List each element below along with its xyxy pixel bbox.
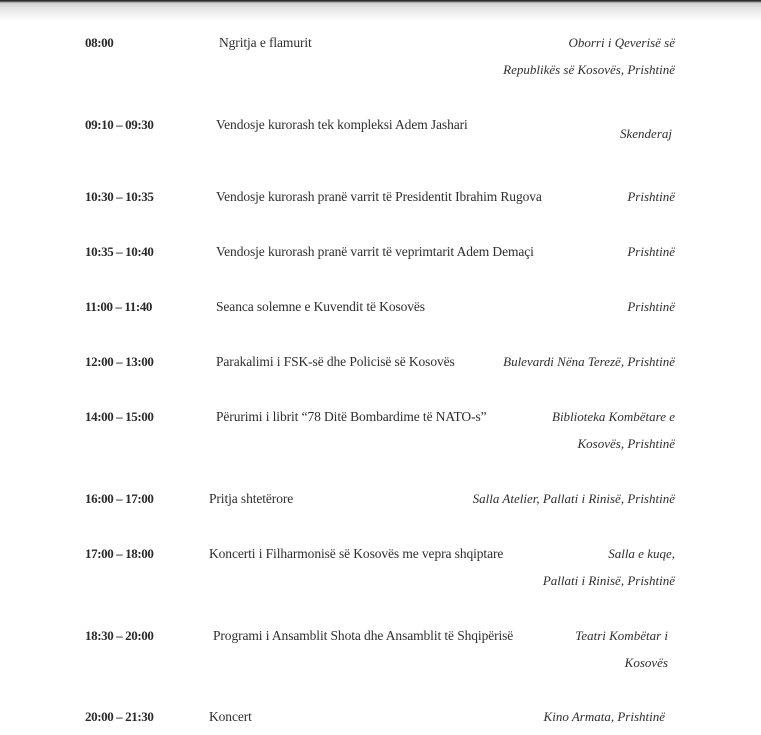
location-line: Republikës së Kosovës, Prishtinë [503, 62, 675, 77]
event-activity: Seanca solemne e Kuvendit të Kosovës [216, 299, 425, 314]
event-location [627, 293, 675, 320]
event-location [575, 622, 668, 676]
event-time: 16:00 – 17:00 [85, 491, 154, 506]
event-activity: Parakalimi i FSK-së dhe Policisë së Kosovës [216, 354, 455, 369]
location-line: Salla Atelier, Pallati i Rinisë, Prishtinë [472, 491, 675, 506]
event-activity: Programi i Ansamblit Shota dhe Ansamblit të Shqipërisë [213, 628, 514, 643]
event-time: 17:00 – 18:00 [85, 546, 154, 561]
location-line: Kino Armata, Prishtinë [543, 709, 665, 724]
event-activity: Pritja shtetërore [209, 491, 294, 506]
event-time: 10:35 – 10:40 [85, 244, 154, 259]
event-location [473, 485, 675, 512]
event-time: 20:00 – 21:30 [85, 709, 154, 724]
event-activity: Vendosje kurorash pranë varrit të veprimtarit Adem Demaçi [216, 244, 534, 259]
location-line: Prishtinë [627, 189, 675, 204]
event-time: 09:10 – 09:30 [85, 117, 154, 132]
event-time: 12:00 – 13:00 [85, 354, 154, 369]
event-location [627, 238, 675, 265]
location-line: Teatri Kombëtar i [575, 628, 668, 643]
event-time: 14:00 – 15:00 [85, 409, 154, 424]
location-line: Kosovës, Prishtinë [577, 436, 675, 451]
event-activity: Vendosje kurorash tek kompleksi Adem Jashari [216, 117, 468, 132]
event-activity: Koncerti i Filharmonisë së Kosovës me vepra shqiptare [209, 546, 504, 561]
event-location [627, 183, 675, 210]
event-time: 18:30 – 20:00 [85, 628, 154, 643]
viewer-top-bar [0, 0, 761, 22]
location-line: Prishtinë [627, 299, 675, 314]
event-time: 11:00 – 11:40 [85, 299, 153, 314]
location-line: Salla e kuqe, [608, 546, 675, 561]
location-line: Biblioteka Kombëtare e [552, 409, 675, 424]
location-line: Bulevardi Nëna Terezë, Prishtinë [503, 354, 675, 369]
event-location [544, 703, 665, 730]
event-time: 10:30 – 10:35 [85, 189, 154, 204]
location-line: Kosovës [624, 655, 668, 670]
event-location [543, 540, 675, 594]
event-location [552, 403, 675, 457]
location-line: Prishtinë [627, 244, 675, 259]
event-activity: Vendosje kurorash pranë varrit të Presidentit Ibrahim Rugova [216, 189, 542, 204]
event-activity: Ngritja e flamurit [219, 35, 312, 50]
location-line: Skenderaj [620, 126, 672, 141]
event-location [503, 348, 675, 375]
event-location [503, 29, 675, 83]
event-activity: Koncert [209, 709, 252, 724]
event-time: 08:00 [85, 35, 114, 50]
event-location [620, 120, 672, 147]
location-line: Pallati i Rinisë, Prishtinë [542, 573, 675, 588]
location-line: Oborri i Qeverisë së [568, 35, 675, 50]
event-activity: Përurimi i librit “78 Ditë Bombardime të NATO-s” [216, 409, 487, 424]
